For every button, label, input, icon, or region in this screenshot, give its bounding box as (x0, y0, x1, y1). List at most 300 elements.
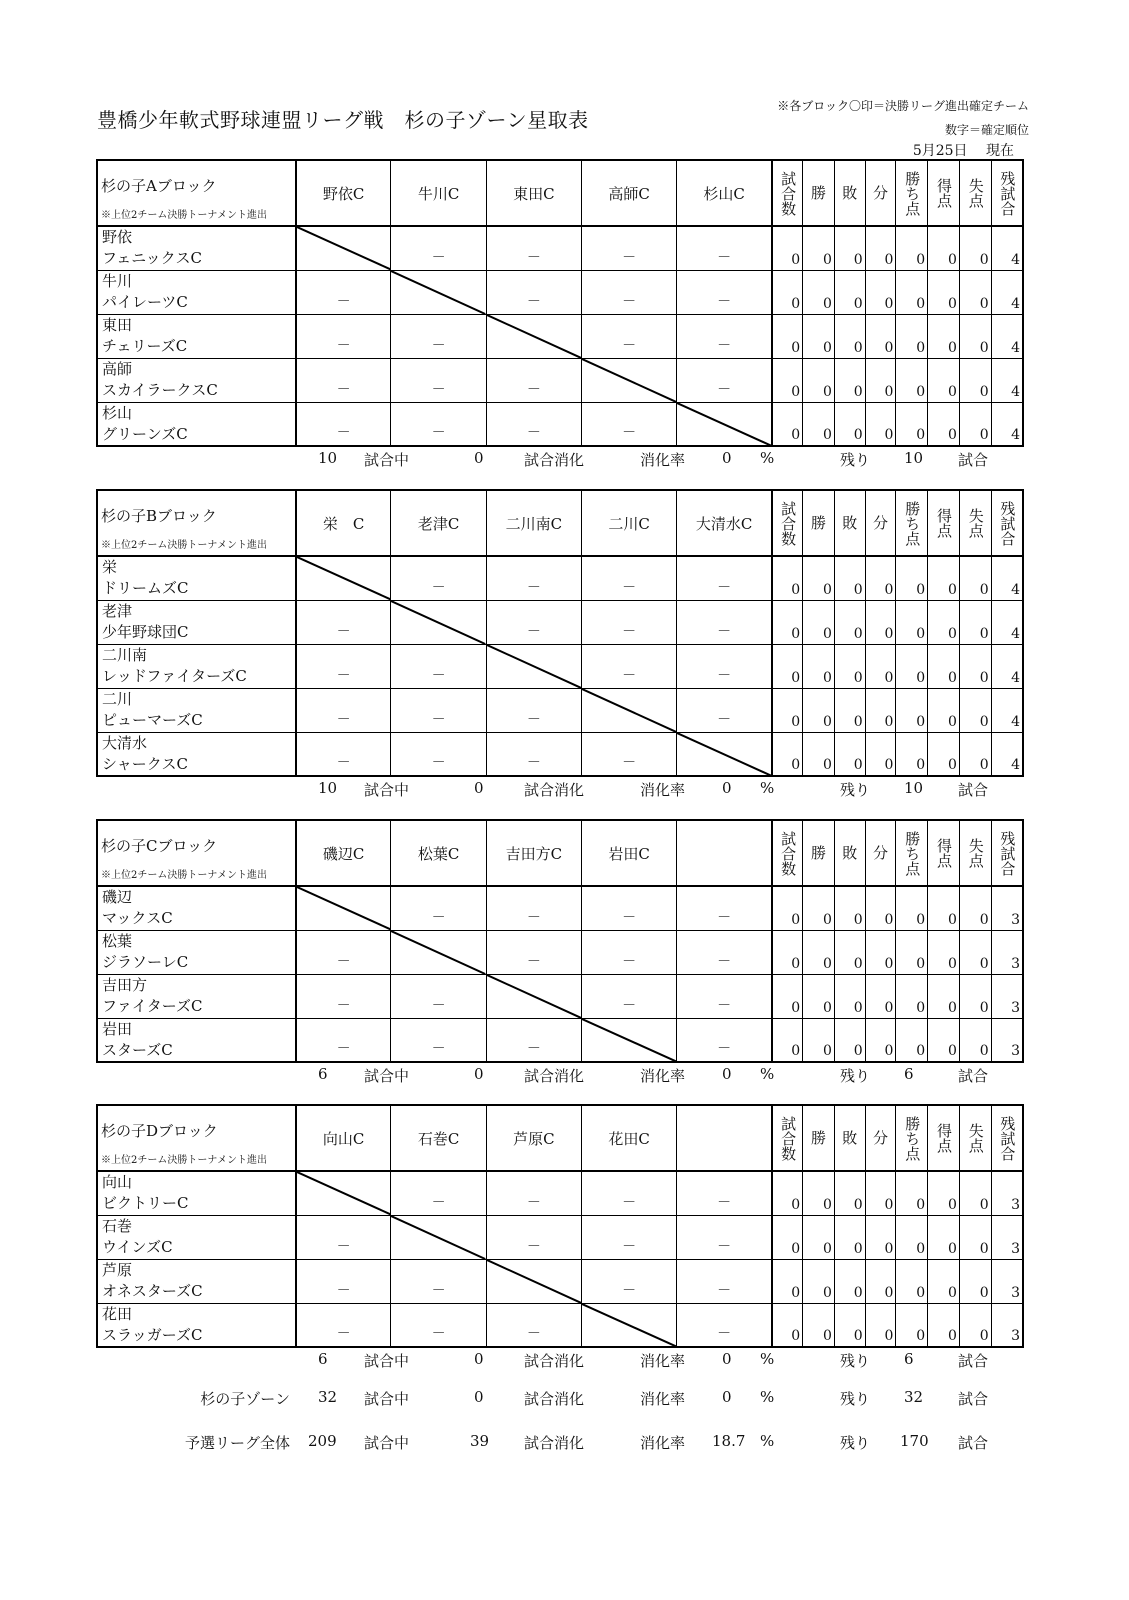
stat-header (928, 820, 960, 886)
stat-value: 0 (947, 1240, 957, 1257)
stat-value: 0 (916, 625, 926, 642)
table-row (97, 1215, 1023, 1259)
stat-value: 0 (947, 955, 957, 972)
stat-header (803, 1105, 835, 1171)
stat-cell (896, 1018, 928, 1062)
stat-value: 0 (823, 1240, 832, 1257)
summary-label: 試合消化 (524, 781, 585, 799)
team-area: 野依 (102, 228, 133, 246)
dash-mark: － (336, 425, 351, 441)
result-cell (581, 688, 676, 732)
stat-cell (928, 1171, 960, 1215)
summary-done: 0 (474, 779, 484, 797)
table-row (97, 314, 1023, 358)
summary-label: 試合中 (364, 1390, 410, 1408)
total-remain: 170 (900, 1432, 929, 1450)
result-cell (677, 688, 772, 732)
stat-value: 0 (853, 427, 863, 443)
table-row (97, 358, 1023, 402)
summary-label: 試合 (958, 1352, 989, 1370)
stat-header-label: 残試合 (998, 500, 1017, 546)
stat-value: 4 (1011, 713, 1020, 730)
as-of-date: 5月25日 現在 (912, 143, 1014, 159)
stat-cell (959, 1018, 991, 1062)
legend-note: ※各ブロック〇印＝決勝リーグ進出確定チーム (777, 99, 1029, 113)
stat-cell (928, 732, 960, 776)
stat-header-label: 失点 (966, 838, 985, 868)
stat-cell (991, 688, 1023, 732)
stat-header (991, 820, 1023, 886)
stat-cell (865, 930, 896, 974)
team-name (97, 732, 296, 776)
block-0 (96, 159, 1024, 471)
stat-header (896, 160, 928, 226)
stat-value: 4 (1011, 339, 1020, 356)
stat-header-label: 失点 (966, 1123, 985, 1153)
dash-mark: － (622, 1282, 637, 1299)
stat-value: 0 (979, 757, 989, 773)
dash-mark: － (526, 425, 541, 441)
stat-cell (803, 1018, 835, 1062)
dash-mark: － (526, 293, 541, 310)
stat-header-label: 失点 (966, 508, 985, 538)
result-cell (581, 1215, 676, 1259)
opponent-header (677, 820, 772, 886)
result-cell (581, 732, 676, 776)
result-cell (391, 402, 486, 446)
stat-cell (928, 314, 960, 358)
stat-value: 0 (947, 339, 957, 356)
block-header (97, 490, 296, 556)
opponent-header: 牛川C (391, 160, 486, 226)
stat-cell (991, 1303, 1023, 1347)
team-name (97, 886, 296, 930)
stat-cell (772, 270, 803, 314)
stat-cell (834, 1215, 865, 1259)
stat-cell (896, 226, 928, 270)
dash-mark: － (431, 337, 446, 354)
block-name: 杉の子Aブロック (101, 177, 217, 195)
result-cell (581, 556, 676, 600)
block-note: ※上位2チーム決勝トーナメント進出 (101, 540, 267, 551)
stat-cell (896, 930, 928, 974)
dash-mark: － (431, 909, 446, 926)
dash-mark: － (336, 1326, 351, 1342)
stat-header-label: 勝ち点 (903, 170, 922, 216)
team-label: スターズC (102, 1040, 173, 1059)
result-cell (296, 1259, 391, 1303)
block-summary (96, 1063, 1024, 1087)
stat-cell (772, 1259, 803, 1303)
stat-value: 0 (853, 713, 863, 730)
diagonal-line (582, 1019, 676, 1062)
result-cell (296, 1303, 391, 1347)
stat-cell (803, 314, 835, 358)
stat-value: 0 (791, 581, 801, 598)
result-cell (486, 974, 581, 1018)
result-cell (677, 270, 772, 314)
dash-mark: － (526, 1238, 541, 1255)
stat-cell (896, 644, 928, 688)
table-row (97, 556, 1023, 600)
summary-rate: 0 (722, 1065, 732, 1083)
stat-value: 0 (853, 625, 863, 642)
block-header (97, 820, 296, 886)
header-row (97, 160, 1023, 226)
team-area: 吉田方 (102, 975, 148, 994)
team-area: 岩田 (102, 1019, 133, 1038)
stat-value: 0 (916, 251, 926, 268)
stat-value: 0 (947, 581, 957, 598)
dash-mark: － (622, 667, 637, 684)
summary-label: 消化率 (640, 781, 686, 799)
summary-done: 0 (474, 1350, 484, 1368)
dash-mark: － (336, 667, 351, 684)
dash-mark: － (431, 1194, 446, 1211)
table-row (97, 600, 1023, 644)
diagonal-line (297, 557, 391, 600)
stat-value: 0 (823, 625, 832, 642)
stat-value: 0 (791, 911, 801, 928)
diagonal-line (487, 975, 581, 1018)
stat-value: 0 (823, 999, 832, 1016)
stat-value: 0 (947, 669, 957, 686)
stat-value: 0 (853, 911, 863, 928)
stat-cell (928, 974, 960, 1018)
stat-value: 0 (884, 669, 894, 686)
result-cell (296, 644, 391, 688)
result-cell (296, 402, 391, 446)
stat-header-label: 分 (873, 183, 889, 202)
total-row (96, 1386, 1024, 1410)
stat-cell (991, 1215, 1023, 1259)
summary-in-play: 10 (318, 449, 338, 467)
stat-cell (896, 1171, 928, 1215)
table-row (97, 732, 1023, 776)
stat-cell (991, 402, 1023, 446)
stat-value: 0 (916, 1284, 926, 1301)
table-row (97, 930, 1023, 974)
opponent-header: 吉田方C (486, 820, 581, 886)
stat-cell (928, 1259, 960, 1303)
stat-value: 0 (791, 251, 801, 268)
summary-label: % (760, 449, 775, 467)
stat-cell (834, 314, 865, 358)
stat-value: 0 (791, 1043, 801, 1059)
stat-header-label: 得点 (935, 1123, 953, 1153)
diagonal-line (297, 227, 391, 270)
result-cell (486, 402, 581, 446)
result-cell (581, 270, 676, 314)
block-name: 杉の子Bブロック (101, 507, 217, 525)
stat-value: 0 (853, 1284, 863, 1301)
stat-value: 3 (1011, 1284, 1020, 1301)
stat-value: 0 (884, 1043, 894, 1059)
dash-mark: － (336, 1238, 351, 1255)
stat-value: 0 (853, 955, 863, 972)
result-cell (677, 1018, 772, 1062)
result-cell (581, 1259, 676, 1303)
diagonal-line (677, 733, 771, 776)
result-cell (296, 358, 391, 402)
summary-in-play: 10 (318, 779, 338, 797)
header-row (97, 1105, 1023, 1171)
stat-value: 0 (853, 1328, 863, 1344)
stat-value: 0 (853, 669, 863, 686)
stat-cell (865, 314, 896, 358)
stat-cell (896, 886, 928, 930)
stat-cell (928, 644, 960, 688)
stat-cell (834, 358, 865, 402)
stat-value: 0 (823, 295, 832, 312)
table-row (97, 886, 1023, 930)
stat-value: 0 (853, 251, 863, 268)
stat-header-label: 試合数 (779, 500, 798, 546)
stat-cell (865, 644, 896, 688)
stat-header (834, 160, 865, 226)
stat-value: 0 (979, 625, 989, 642)
dash-mark: － (717, 579, 732, 596)
stat-cell (896, 314, 928, 358)
table-row (97, 1171, 1023, 1215)
stat-cell (803, 556, 835, 600)
table-row (97, 270, 1023, 314)
diagonal-line (391, 271, 485, 314)
summary-label: 試合 (958, 451, 989, 469)
stat-header (928, 490, 960, 556)
block-summary (96, 447, 1024, 471)
stat-value: 0 (947, 295, 957, 312)
team-label: ファイターズC (102, 996, 203, 1015)
dash-mark: － (622, 953, 637, 970)
summary-label: % (760, 1065, 775, 1083)
stat-cell (865, 358, 896, 402)
stat-cell (803, 732, 835, 776)
stat-cell (991, 1171, 1023, 1215)
dash-mark: － (526, 711, 541, 728)
stat-value: 0 (884, 911, 894, 928)
summary-label: 消化率 (640, 1067, 686, 1085)
stat-cell (928, 1018, 960, 1062)
stat-cell (865, 886, 896, 930)
stat-header-label: 勝ち点 (903, 830, 922, 876)
stat-cell (865, 1018, 896, 1062)
result-cell (296, 270, 391, 314)
stat-cell (772, 688, 803, 732)
dash-mark: － (526, 381, 541, 398)
stat-value: 0 (823, 911, 832, 928)
stat-header (772, 820, 803, 886)
dash-mark: － (622, 623, 637, 640)
stat-value: 0 (791, 427, 801, 443)
opponent-header: 栄 C (296, 490, 391, 556)
stat-cell (834, 226, 865, 270)
stat-value: 0 (823, 1043, 832, 1059)
stat-cell (803, 1303, 835, 1347)
summary-label: 残り (840, 1390, 871, 1408)
summary-label: % (760, 1388, 775, 1406)
dash-mark: － (717, 1282, 732, 1299)
stat-value: 0 (916, 339, 926, 356)
stat-value: 0 (884, 339, 894, 356)
result-cell (296, 600, 391, 644)
stat-cell (834, 688, 865, 732)
stat-value: 3 (1011, 1240, 1020, 1257)
stat-cell (928, 1215, 960, 1259)
table-row (97, 1259, 1023, 1303)
team-label: チェリーズC (102, 336, 188, 355)
stat-cell (803, 1259, 835, 1303)
stat-value: 0 (979, 1196, 989, 1213)
stat-value: 4 (1011, 669, 1020, 686)
stat-value: 0 (823, 383, 832, 400)
stat-cell (928, 358, 960, 402)
stat-cell (803, 226, 835, 270)
stat-cell (959, 732, 991, 776)
result-cell (296, 886, 391, 930)
dash-mark: － (622, 1194, 637, 1211)
stat-cell (772, 556, 803, 600)
result-cell (677, 644, 772, 688)
result-cell (391, 556, 486, 600)
team-label: レッドファイターズC (102, 666, 247, 685)
stat-cell (803, 402, 835, 446)
stat-header-label: 試合数 (779, 830, 798, 876)
stat-value: 0 (916, 1328, 926, 1344)
opponent-header: 磯辺C (296, 820, 391, 886)
dash-mark: － (526, 579, 541, 596)
dash-mark: － (717, 667, 732, 684)
stat-cell (896, 358, 928, 402)
dash-mark: － (622, 337, 637, 354)
stat-value: 0 (884, 625, 894, 642)
stat-cell (865, 1303, 896, 1347)
stat-value: 0 (916, 1043, 926, 1059)
stat-cell (772, 358, 803, 402)
team-name (97, 1303, 296, 1347)
team-label: マックスC (102, 909, 173, 927)
stat-value: 0 (916, 713, 926, 730)
summary-rate: 0 (722, 449, 732, 467)
result-cell (486, 314, 581, 358)
stat-value: 0 (791, 295, 801, 312)
diagonal-line (297, 1172, 391, 1215)
team-area: 松葉 (102, 931, 133, 950)
stat-value: 0 (823, 713, 832, 730)
summary-label: 試合中 (364, 1434, 410, 1452)
stat-header-label: 分 (873, 843, 889, 862)
stat-value: 0 (979, 955, 989, 972)
stat-cell (834, 886, 865, 930)
opponent-header: 松葉C (391, 820, 486, 886)
stat-cell (896, 1303, 928, 1347)
stat-header (865, 820, 896, 886)
stat-cell (959, 270, 991, 314)
stat-header (834, 490, 865, 556)
dash-mark: － (622, 909, 637, 926)
stat-header-label: 勝 (811, 1128, 827, 1147)
team-label: ピューマーズC (102, 710, 203, 729)
stat-cell (865, 270, 896, 314)
summary-remain: 10 (904, 779, 924, 797)
summary-label: 試合 (958, 781, 989, 799)
stat-cell (772, 226, 803, 270)
result-cell (391, 358, 486, 402)
stat-value: 0 (823, 1196, 832, 1213)
team-area: 磯辺 (102, 888, 133, 906)
team-area: 老津 (102, 601, 133, 620)
summary-label: 試合 (958, 1067, 989, 1085)
dash-mark: － (526, 953, 541, 970)
stat-header-label: 残試合 (998, 1115, 1017, 1161)
stat-cell (959, 358, 991, 402)
dash-mark: － (717, 381, 732, 398)
rank-note: 数字＝確定順位 (944, 123, 1029, 137)
result-cell (391, 314, 486, 358)
dash-mark: － (336, 623, 351, 640)
stat-cell (772, 314, 803, 358)
team-area: 東田 (102, 315, 133, 334)
stat-header-label: 勝 (811, 183, 827, 202)
stat-value: 0 (916, 1196, 926, 1213)
stat-cell (803, 886, 835, 930)
block-1 (96, 489, 1024, 801)
stat-value: 0 (823, 339, 832, 356)
stat-value: 0 (979, 669, 989, 686)
stat-cell (803, 358, 835, 402)
stat-value: 4 (1011, 251, 1020, 268)
stat-value: 0 (916, 295, 926, 312)
opponent-header: 二川南C (486, 490, 581, 556)
diagonal-line (391, 601, 485, 644)
total-done: 0 (474, 1388, 484, 1406)
stat-header-label: 残試合 (998, 170, 1017, 216)
dash-mark: － (717, 1041, 732, 1057)
stat-cell (959, 688, 991, 732)
dash-mark: － (717, 1194, 732, 1211)
stat-cell (834, 974, 865, 1018)
stat-value: 0 (884, 1196, 894, 1213)
result-cell (296, 688, 391, 732)
summary-remain: 6 (904, 1065, 914, 1083)
opponent-header: 石巻C (391, 1105, 486, 1171)
stat-header-label: 分 (873, 513, 889, 532)
result-cell (486, 358, 581, 402)
result-cell (296, 732, 391, 776)
stat-cell (991, 270, 1023, 314)
stat-cell (896, 732, 928, 776)
diagonal-line (582, 359, 676, 402)
summary-done: 0 (474, 1065, 484, 1083)
stat-cell (772, 600, 803, 644)
stat-value: 4 (1011, 295, 1020, 312)
stat-value: 0 (791, 669, 801, 686)
stat-cell (896, 1215, 928, 1259)
stat-header (803, 820, 835, 886)
stat-value: 0 (979, 427, 989, 443)
team-area: 二川南 (102, 645, 148, 664)
stat-value: 3 (1011, 955, 1020, 972)
summary-label: % (760, 1350, 775, 1368)
dash-mark: － (622, 249, 637, 266)
stat-value: 0 (916, 757, 926, 773)
stat-value: 0 (947, 1328, 957, 1344)
result-cell (581, 1018, 676, 1062)
stat-value: 0 (916, 383, 926, 400)
total-row (96, 1430, 1024, 1454)
stat-value: 0 (884, 383, 894, 400)
stat-value: 0 (791, 757, 801, 773)
